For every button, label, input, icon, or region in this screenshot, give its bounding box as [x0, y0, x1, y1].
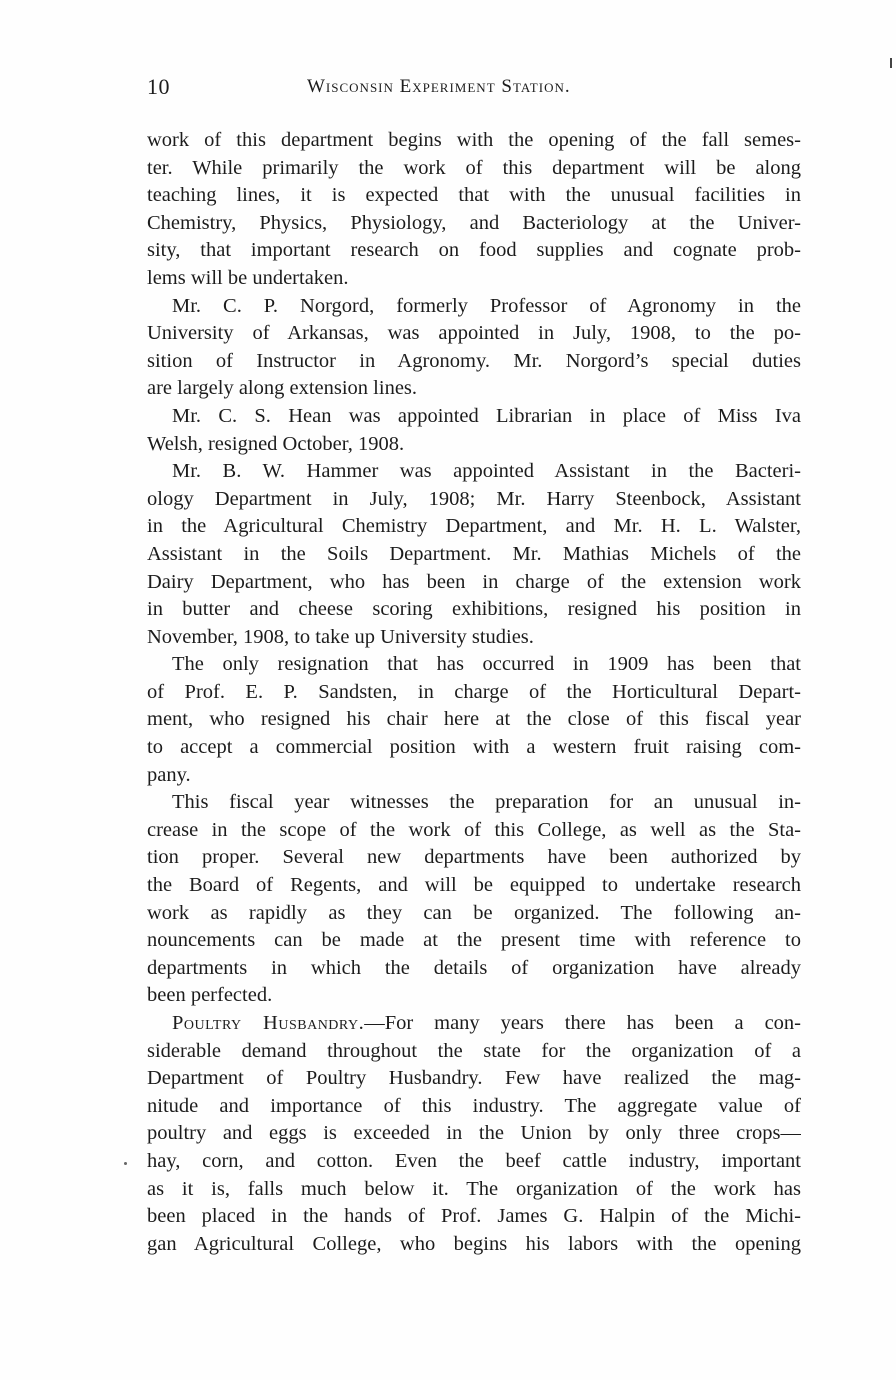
text-line: sity, that important research on food supplies and cognate prob- — [147, 239, 801, 262]
text-line: Mr. C. P. Norgord, formerly Professor of Agronomy in the — [172, 294, 801, 317]
text-line: siderable demand throughout the state for the organization of a — [147, 1039, 801, 1062]
text-line — [147, 1010, 801, 1038]
text-line: The only resignation that has occurred in 1909 has been that — [172, 653, 801, 676]
text-line: ment, who resigned his chair here at the close of this fiscal year — [147, 708, 801, 731]
text-line: Chemistry, Physics, Physiology, and Bacteriology at the Univer- — [147, 211, 801, 234]
paragraph — [147, 403, 801, 458]
paragraph-poultry-husbandry — [147, 1010, 801, 1258]
text-line: are largely along extension lines. — [147, 377, 418, 400]
text-line: as it is, falls much below it. The organization of the work has — [147, 1177, 801, 1200]
text-line: ology Department in July, 1908; Mr. Harry Steenbock, Assistant — [147, 487, 801, 510]
text-line: work as rapidly as they can be organized. The following an- — [147, 901, 801, 924]
scan-edge-mark — [890, 58, 892, 68]
text-line: crease in the scope of the work of this College, as well as the Sta- — [147, 818, 801, 841]
text-line: departments in which the details of organization have already — [147, 956, 801, 979]
paragraph — [147, 127, 801, 293]
paragraph — [147, 458, 801, 651]
text-line: nouncements can be made at the present time with reference to — [147, 929, 801, 952]
text-line: Welsh, resigned October, 1908. — [147, 432, 405, 455]
text-line-rest: —For many years there has been a con- — [364, 1012, 801, 1034]
text-line: sition of Instructor in Agronomy. Mr. Norgord’s special duties — [147, 349, 801, 372]
text-line: hay, corn, and cotton. Even the beef cattle industry, important — [147, 1149, 801, 1172]
running-title: Wisconsin Experiment Station. — [307, 76, 571, 97]
margin-speck — [124, 1162, 127, 1165]
text-line: in the Agricultural Chemistry Department, and Mr. H. L. Walster, — [147, 515, 801, 538]
text-line: poultry and eggs is exceeded in the Union by only three crops— — [147, 1122, 801, 1145]
text-line: to accept a commercial position with a western fruit raising com- — [147, 736, 801, 759]
text-line: pany. — [147, 763, 191, 786]
paragraph — [147, 293, 801, 403]
text-line: the Board of Regents, and will be equipped to undertake research — [147, 874, 801, 897]
text-line: University of Arkansas, was appointed in July, 1908, to the po- — [147, 322, 801, 345]
paragraph — [147, 789, 801, 1010]
text-line: tion proper. Several new departments have been authorized by — [147, 846, 801, 869]
text-line: Mr. B. W. Hammer was appointed Assistant in the Bacteri- — [172, 460, 801, 483]
text-line: Dairy Department, who has been in charge of the extension work — [147, 570, 801, 593]
text-line: gan Agricultural College, who begins his labors with the opening — [147, 1232, 801, 1255]
text-line: been placed in the hands of Prof. James G. Halpin of the Michi- — [147, 1205, 801, 1228]
text-line: Mr. C. S. Hean was appointed Librarian in place of Miss Iva — [172, 404, 801, 427]
paragraph — [147, 651, 801, 789]
page-header — [147, 74, 803, 104]
text-line: in butter and cheese scoring exhibitions, resigned his position in — [147, 598, 801, 621]
text-line: ter. While primarily the work of this department will be along — [147, 156, 801, 179]
body-text — [147, 127, 801, 1258]
page-number: 10 — [147, 74, 170, 99]
section-heading: Poultry Husbandry. — [172, 1012, 365, 1034]
text-line: been perfected. — [147, 984, 273, 1007]
text-line: November, 1908, to take up University studies. — [147, 625, 534, 648]
text-line: This fiscal year witnesses the preparation for an unusual in- — [172, 791, 801, 814]
text-line: Assistant in the Soils Department. Mr. Mathias Michels of the — [147, 542, 801, 565]
text-line: lems will be undertaken. — [147, 266, 349, 289]
text-line: teaching lines, it is expected that with the unusual facilities in — [147, 184, 801, 207]
text-line: of Prof. E. P. Sandsten, in charge of the Horticultural Depart- — [147, 680, 801, 703]
text-line: nitude and importance of this industry. The aggregate value of — [147, 1094, 801, 1117]
text-line: Department of Poultry Husbandry. Few have realized the mag- — [147, 1067, 801, 1090]
text-line: work of this department begins with the opening of the fall semes- — [147, 129, 801, 151]
